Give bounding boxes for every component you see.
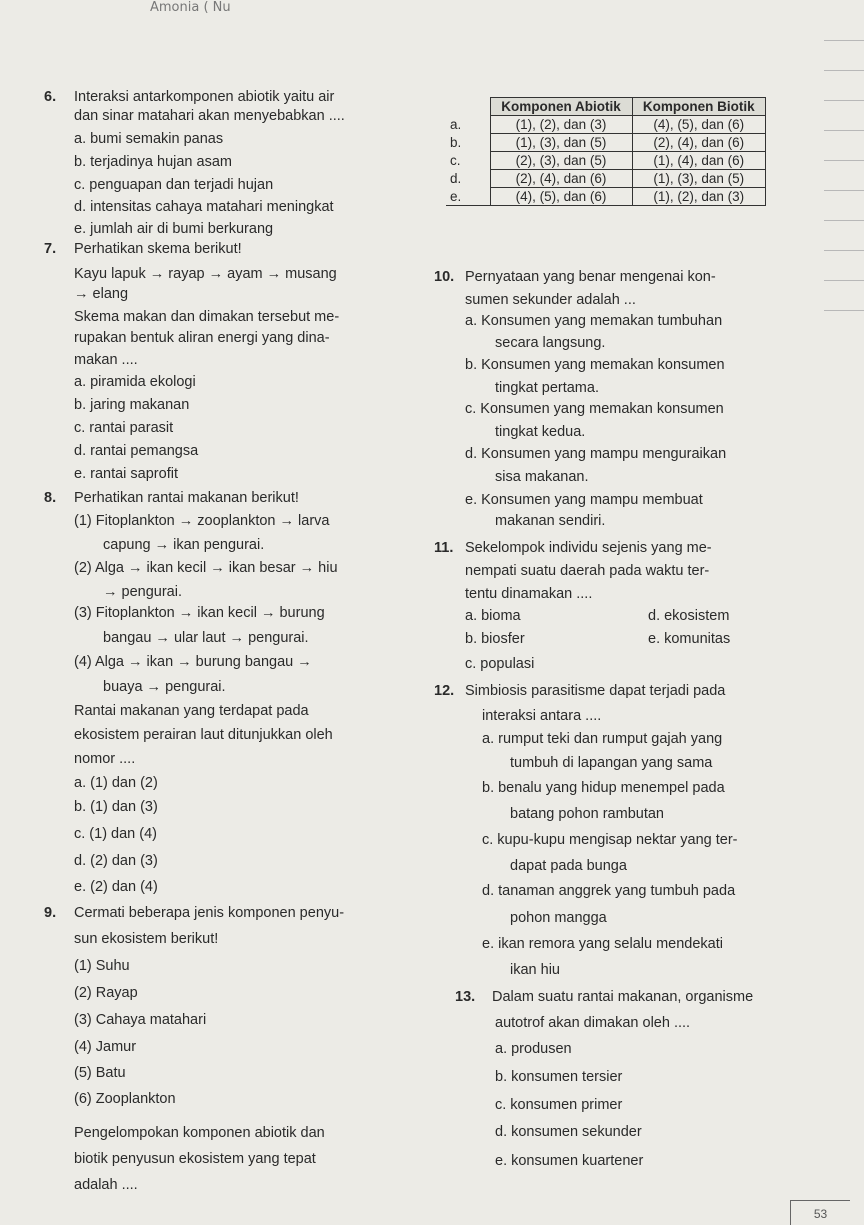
q9-tail: biotik penyusun ekosistem yang tepat <box>74 1151 316 1167</box>
q12-option: e. ikan remora yang selalu mendekati <box>482 936 723 952</box>
q8-option: a. (1) dan (2) <box>74 775 158 791</box>
q9-item: (4) Jamur <box>74 1039 137 1055</box>
q12-line: interaksi antara .... <box>482 708 602 724</box>
cell-biotik: (1), (3), dan (5) <box>632 170 765 188</box>
q10-option: makanan sendiri. <box>495 513 606 529</box>
q11-line: nempati suatu daerah pada waktu ter- <box>465 563 710 579</box>
q8-line: Rantai makanan yang terdapat pada <box>74 703 309 719</box>
q7-option: a. piramida ekologi <box>74 374 196 390</box>
q8-line: (1) Fitoplankton → zooplankton → larva <box>74 513 330 529</box>
cell-abiotik: (1), (2), dan (3) <box>490 116 632 134</box>
q8-number: 8. <box>44 490 57 506</box>
q7-option: e. rantai saprofit <box>74 466 178 482</box>
q6-option: c. penguapan dan terjadi hujan <box>74 177 274 193</box>
q10-option: tingkat kedua. <box>495 424 586 440</box>
q11-option: c. populasi <box>465 656 535 672</box>
cell-biotik: (4), (5), dan (6) <box>632 116 765 134</box>
q11-option: a. bioma <box>465 608 521 624</box>
q13-line: autotrof akan dimakan oleh .... <box>495 1015 691 1031</box>
q10-option: e. Konsumen yang mampu membuat <box>465 492 703 508</box>
q8-line: (2) Alga → ikan kecil → ikan besar → hiu <box>74 560 338 576</box>
q13-option: c. konsumen primer <box>495 1097 623 1113</box>
q7-option: d. rantai pemangsa <box>74 443 199 459</box>
notebook-lines <box>824 0 864 1225</box>
q11-number: 11. <box>434 540 454 556</box>
row-label: d. <box>446 170 490 188</box>
q9-tail: Pengelompokan komponen abiotik dan <box>74 1125 325 1141</box>
q8-line: (3) Fitoplankton → ikan kecil → burung <box>74 605 325 621</box>
q9-item: (3) Cahaya matahari <box>74 1012 207 1028</box>
q8-title: Perhatikan rantai makanan berikut! <box>74 490 299 506</box>
q8-line: → pengurai. <box>103 584 182 600</box>
q12-line: Simbiosis parasitisme dapat terjadi pada <box>465 683 726 699</box>
q10-line: Pernyataan yang benar mengenai kon- <box>465 269 716 285</box>
q12-option: d. tanaman anggrek yang tumbuh pada <box>482 883 736 899</box>
q12-number: 12. <box>434 683 455 699</box>
q13-number: 13. <box>455 989 476 1005</box>
q13-option: a. produsen <box>495 1041 572 1057</box>
q10-option: a. Konsumen yang memakan tumbuhan <box>465 313 723 329</box>
q12-option: batang pohon rambutan <box>510 806 664 822</box>
q12-option: ikan hiu <box>510 962 560 978</box>
q10-option: d. Konsumen yang mampu menguraikan <box>465 446 727 462</box>
q12-option: pohon mangga <box>510 910 607 926</box>
handwritten-header: Amonia ( Nu <box>150 0 231 15</box>
q8-line: buaya → pengurai. <box>103 679 226 695</box>
q9-item: (5) Batu <box>74 1065 126 1081</box>
table-header-biotik: Komponen Biotik <box>632 98 765 116</box>
q12-option: dapat pada bunga <box>510 858 627 874</box>
q9-item: (6) Zooplankton <box>74 1091 176 1107</box>
q8-option: b. (1) dan (3) <box>74 799 158 815</box>
q6-number: 6. <box>44 89 57 105</box>
q13-option: e. konsumen kuartener <box>495 1153 644 1169</box>
q7-line: makan .... <box>74 352 138 368</box>
q12-option: a. rumput teki dan rumput gajah yang <box>482 731 723 747</box>
q7-title: Perhatikan skema berikut! <box>74 241 242 257</box>
q7-line: rupakan bentuk aliran energi yang dina- <box>74 330 330 346</box>
q11-line: Sekelompok individu sejenis yang me- <box>465 540 712 556</box>
q10-line: sumen sekunder adalah ... <box>465 292 636 308</box>
q13-option: b. konsumen tersier <box>495 1069 623 1085</box>
q10-option: tingkat pertama. <box>495 380 599 396</box>
cell-biotik: (2), (4), dan (6) <box>632 134 765 152</box>
row-label: c. <box>446 152 490 170</box>
table-row <box>446 170 766 188</box>
q6-option: d. intensitas cahaya matahari meningkat <box>74 199 334 215</box>
q9-number: 9. <box>44 905 57 921</box>
cell-abiotik: (2), (3), dan (5) <box>490 152 632 170</box>
q8-option: c. (1) dan (4) <box>74 826 157 842</box>
q11-option: b. biosfer <box>465 631 525 647</box>
q10-option: sisa makanan. <box>495 469 589 485</box>
q8-line: (4) Alga → ikan → burung bangau → <box>74 654 312 670</box>
q7-line: Kayu lapuk → rayap → ayam → musang <box>74 266 337 282</box>
cell-abiotik: (2), (4), dan (6) <box>490 170 632 188</box>
q8-line: bangau → ular laut → pengurai. <box>103 630 309 646</box>
cell-abiotik: (4), (5), dan (6) <box>490 188 632 206</box>
q6-line: Interaksi antarkomponen abiotik yaitu air <box>74 89 335 105</box>
q8-line: ekosistem perairan laut ditunjukkan oleh <box>74 727 333 743</box>
q10-option: c. Konsumen yang memakan konsumen <box>465 401 724 417</box>
component-table <box>446 97 766 206</box>
q11-option: d. ekosistem <box>648 608 730 624</box>
table-row <box>446 116 766 134</box>
q8-option: e. (2) dan (4) <box>74 879 158 895</box>
q13-line: Dalam suatu rantai makanan, organisme <box>492 989 754 1005</box>
q11-option: e. komunitas <box>648 631 731 647</box>
page-number: 53 <box>790 1200 850 1225</box>
q9-line: sun ekosistem berikut! <box>74 931 219 947</box>
table-row <box>446 134 766 152</box>
q8-line: capung → ikan pengurai. <box>103 537 265 553</box>
table-row <box>446 188 766 206</box>
q6-option: e. jumlah air di bumi berkurang <box>74 221 274 237</box>
q7-option: c. rantai parasit <box>74 420 174 436</box>
q13-option: d. konsumen sekunder <box>495 1124 642 1140</box>
q6-line: dan sinar matahari akan menyebabkan .... <box>74 108 345 124</box>
row-label: b. <box>446 134 490 152</box>
row-label: a. <box>446 116 490 134</box>
q6-option: b. terjadinya hujan asam <box>74 154 232 170</box>
q12-option: c. kupu-kupu mengisap nektar yang ter- <box>482 832 738 848</box>
table-row <box>446 152 766 170</box>
q10-number: 10. <box>434 269 455 285</box>
q7-line: → elang <box>74 286 129 302</box>
q12-option: b. benalu yang hidup menempel pada <box>482 780 725 796</box>
cell-biotik: (1), (2), dan (3) <box>632 188 765 206</box>
q7-number: 7. <box>44 241 57 257</box>
q11-line: tentu dinamakan .... <box>465 586 593 602</box>
q7-option: b. jaring makanan <box>74 397 190 413</box>
q7-line: Skema makan dan dimakan tersebut me- <box>74 309 340 325</box>
q12-option: tumbuh di lapangan yang sama <box>510 755 713 771</box>
q9-line: Cermati beberapa jenis komponen penyu- <box>74 905 345 921</box>
q9-item: (2) Rayap <box>74 985 138 1001</box>
q9-item: (1) Suhu <box>74 958 130 974</box>
q9-tail: adalah .... <box>74 1177 138 1193</box>
q10-option: b. Konsumen yang memakan konsumen <box>465 357 725 373</box>
table-header-abiotik: Komponen Abiotik <box>490 98 632 116</box>
cell-biotik: (1), (4), dan (6) <box>632 152 765 170</box>
q8-line: nomor .... <box>74 751 136 767</box>
q10-option: secara langsung. <box>495 335 606 351</box>
q6-option: a. bumi semakin panas <box>74 131 224 147</box>
row-label: e. <box>446 188 490 206</box>
table-corner <box>446 98 490 116</box>
cell-abiotik: (1), (3), dan (5) <box>490 134 632 152</box>
q8-option: d. (2) dan (3) <box>74 853 158 869</box>
